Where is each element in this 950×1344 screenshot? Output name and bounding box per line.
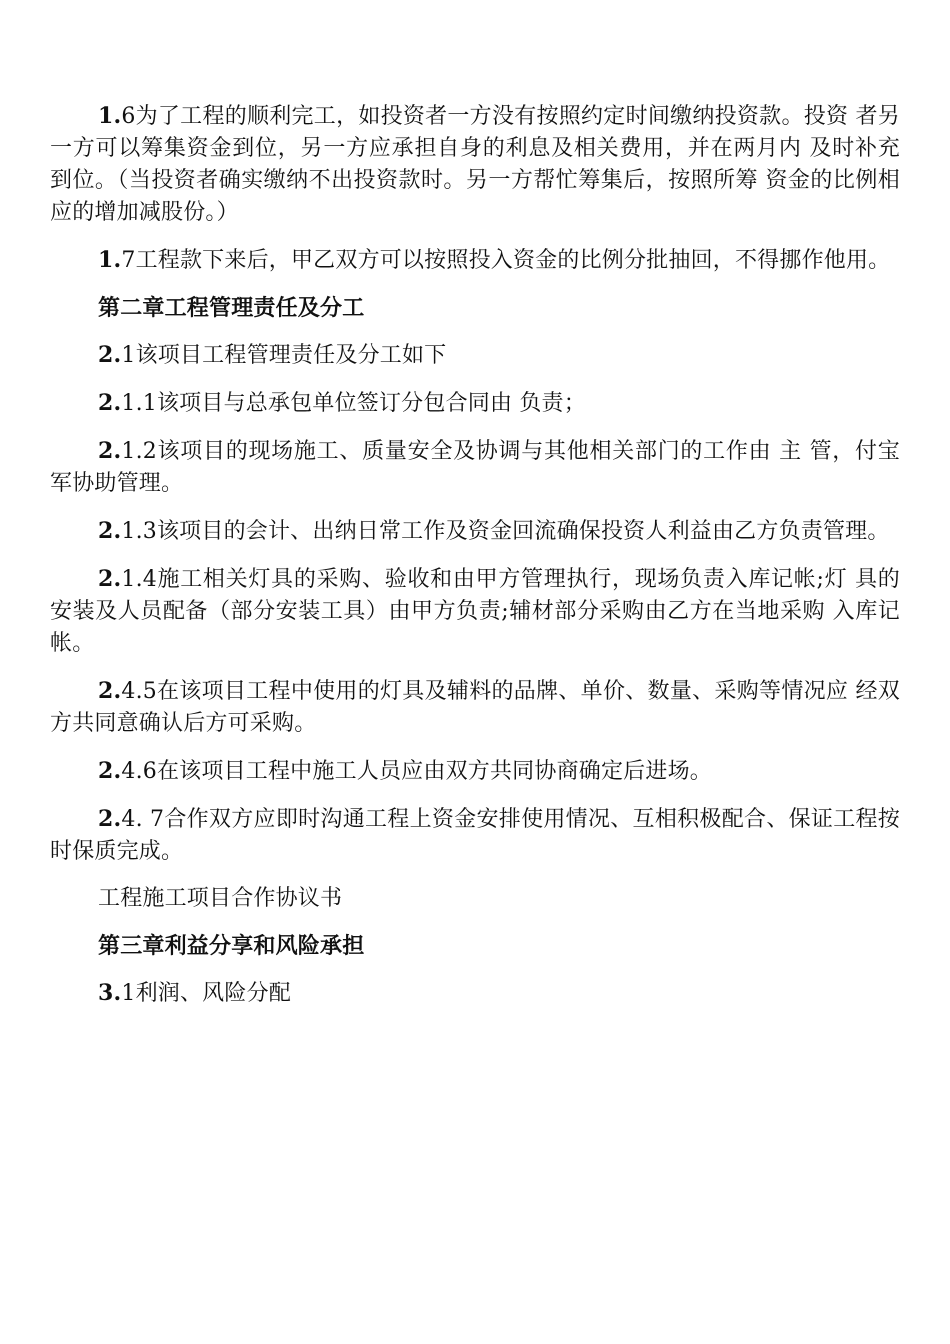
clause-number: 2. [98, 342, 122, 368]
chapter-2-heading: 第二章工程管理责任及分工 [98, 295, 365, 321]
clause-number: 2. [98, 518, 122, 544]
clause-2-4-7 [50, 803, 900, 868]
clause-1-6 [50, 100, 900, 229]
clause-text: 1.3该项目的会计、出纳日常工作及资金回流确保投资人利益由乙方负责管理。 [121, 519, 890, 544]
clause-2-1-3 [50, 515, 900, 548]
clause-number: 1. [98, 103, 122, 129]
clause-text: 1.2该项目的现场施工、质量安全及协调与其他相关部门的工作由 主 管，付宝军协助管理。 [50, 439, 900, 496]
clause-number: 1. [98, 247, 122, 273]
clause-text: 7工程款下来后，甲乙双方可以按照投入资金的比例分批抽回，不得挪作他用。 [121, 248, 891, 273]
clause-2-1-4 [50, 563, 900, 660]
clause-2-4-5 [50, 675, 900, 740]
clause-number: 2. [98, 806, 122, 832]
clause-number: 2. [98, 758, 122, 784]
document-title-line: 工程施工项目合作协议书 [98, 886, 343, 911]
clause-number: 3. [98, 980, 122, 1006]
clause-2-1-1 [50, 387, 900, 420]
chapter-3-heading: 第三章利益分享和风险承担 [98, 933, 365, 959]
clause-number: 2. [98, 438, 122, 464]
clause-text: 4.6在该项目工程中施工人员应由双方共同协商确定后进场。 [121, 759, 712, 784]
clause-2-1-2 [50, 435, 900, 500]
clause-text: 4. 7合作双方应即时沟通工程上资金安排使用情况、互相积极配合、保证工程按时保质完成。 [50, 807, 900, 864]
clause-text: 1.1该项目与总承包单位签订分包合同由 负责； [121, 391, 586, 416]
clause-text: 6为了工程的顺利完工，如投资者一方没有按照约定时间缴纳投资款。投资 者另一方可以筹集资金到位，另一方应承担自身的利息及相关费用，并在两月内 及时补充到位。（当投资者确实缴纳不出投资款时。另一方帮忙筹集后，按照所筹 资金的比例相应的增加减股份。） [50, 104, 900, 225]
clause-text: 1利润、风险分配 [121, 981, 291, 1006]
clause-2-1 [50, 339, 900, 372]
clause-3-1 [50, 977, 900, 1010]
clause-text: 1.4施工相关灯具的采购、验收和由甲方管理执行，现场负责入库记帐;灯 具的安装及人员配备（部分安装工具）由甲方负责;辅材部分采购由乙方在当地采购 入库记帐。 [50, 567, 900, 656]
clause-text: 1该项目工程管理责任及分工如下 [121, 343, 447, 368]
clause-number: 2. [98, 566, 122, 592]
clause-2-4-6 [50, 755, 900, 788]
clause-number: 2. [98, 390, 122, 416]
clause-1-7 [50, 244, 900, 277]
clause-number: 2. [98, 678, 122, 704]
clause-text: 4.5在该项目工程中使用的灯具及辅料的品牌、单价、数量、采购等情况应 经双方共同意确认后方可采购。 [50, 679, 900, 736]
